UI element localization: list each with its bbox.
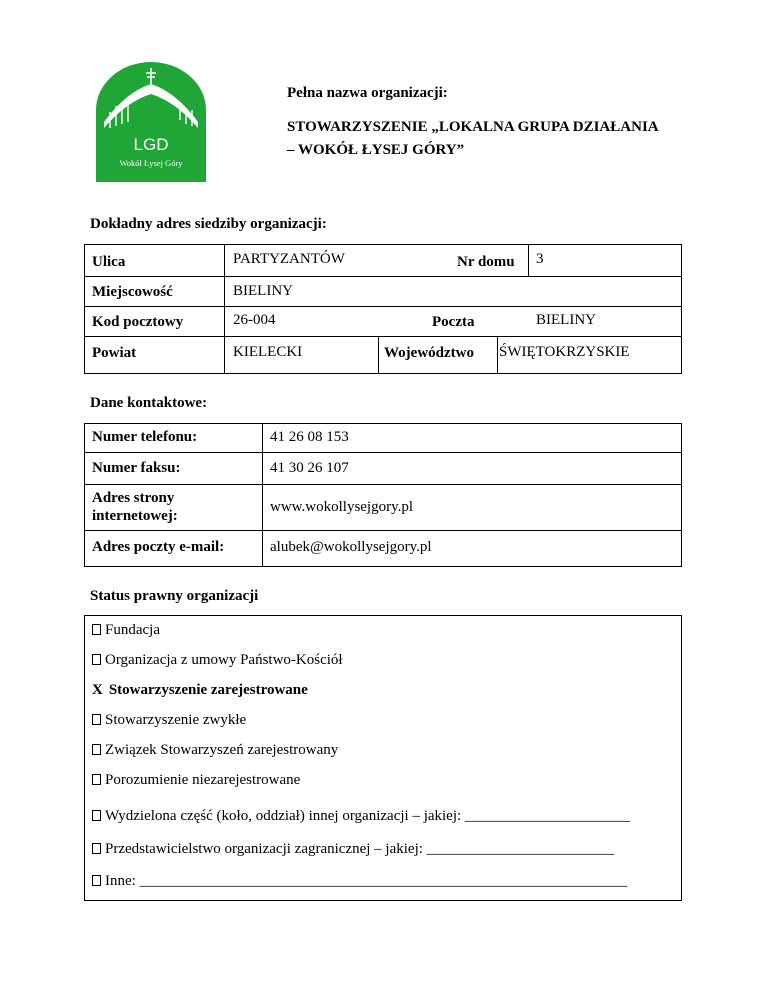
house-number-label: Nr domu xyxy=(457,254,515,270)
full-name-label: Pełna nazwa organizacji: xyxy=(287,85,448,101)
post-office-value: BIELINY xyxy=(536,312,596,328)
voivodeship-value: ŚWIĘTOKRZYSKIE xyxy=(499,344,630,360)
post-office-label: Poczta xyxy=(432,314,475,330)
full-name-line2: – WOKÓŁ ŁYSEJ GÓRY” xyxy=(287,142,465,158)
selected-mark[interactable]: X xyxy=(92,682,103,698)
county-label: Powiat xyxy=(92,345,137,361)
street-value: PARTYZANTÓW xyxy=(233,251,345,267)
postcode-label: Kod pocztowy xyxy=(92,314,184,330)
website-value[interactable]: www.wokollysejgory.pl xyxy=(270,499,414,515)
checkbox-icon[interactable] xyxy=(92,714,101,725)
option-inne[interactable]: Inne: _________________________________________________________________ xyxy=(92,872,627,890)
address-section-title: Dokładny adres siedziby organizacji: xyxy=(90,216,327,232)
option-stowarzyszenie-zarejestrowane[interactable]: X Stowarzyszenie zarejestrowane xyxy=(92,682,308,698)
logo-sub-text: Wokół Łysej Góry xyxy=(119,158,183,168)
option-stowarzyszenie-zwykle[interactable]: Stowarzyszenie zwykłe xyxy=(92,711,246,729)
postcode-value: 26-004 xyxy=(233,312,276,328)
status-section-title: Status prawny organizacji xyxy=(90,588,259,604)
phone-label: Numer telefonu: xyxy=(92,429,198,445)
house-number-value: 3 xyxy=(536,251,544,267)
option-zwiazek-stowarzyszen[interactable]: Związek Stowarzyszeń zarejestrowany xyxy=(92,741,338,759)
contact-section-title: Dane kontaktowe: xyxy=(90,395,208,411)
phone-value: 41 26 08 153 xyxy=(270,429,349,445)
checkbox-icon[interactable] xyxy=(92,744,101,755)
checkbox-icon[interactable] xyxy=(92,810,101,821)
website-label: Adres strony internetowej: xyxy=(92,490,178,524)
city-label: Miejscowość xyxy=(92,284,173,300)
fax-label: Numer faksu: xyxy=(92,460,181,476)
voivodeship-label: Województwo xyxy=(384,345,474,361)
checkbox-icon[interactable] xyxy=(92,774,101,785)
checkbox-icon[interactable] xyxy=(92,654,101,665)
fax-value: 41 30 26 107 xyxy=(270,460,349,476)
checkbox-icon[interactable] xyxy=(92,843,101,854)
city-value: BIELINY xyxy=(233,283,293,299)
lgd-logo xyxy=(96,62,206,182)
option-wydzielona-czesc[interactable]: Wydzielona część (koło, oddział) innej organizacji – jakiej: ______________________ xyxy=(92,807,630,825)
option-porozumienie[interactable]: Porozumienie niezarejestrowane xyxy=(92,771,300,789)
logo-lgd-text: LGD xyxy=(133,135,169,154)
option-fundacja[interactable]: Fundacja xyxy=(92,621,160,639)
option-przedstawicielstwo[interactable]: Przedstawicielstwo organizacji zagranicznej – jakiej: _________________________ xyxy=(92,840,614,858)
email-value[interactable]: alubek@wokollysejgory.pl xyxy=(270,539,432,555)
checkbox-icon[interactable] xyxy=(92,624,101,635)
email-label: Adres poczty e-mail: xyxy=(92,539,225,555)
checkbox-icon[interactable] xyxy=(92,875,101,886)
full-name-line1: STOWARZYSZENIE „LOKALNA GRUPA DZIAŁANIA xyxy=(287,119,659,135)
street-label: Ulica xyxy=(92,254,126,270)
option-panstwo-kosciol[interactable]: Organizacja z umowy Państwo-Kościół xyxy=(92,651,343,669)
county-value: KIELECKI xyxy=(233,344,303,360)
